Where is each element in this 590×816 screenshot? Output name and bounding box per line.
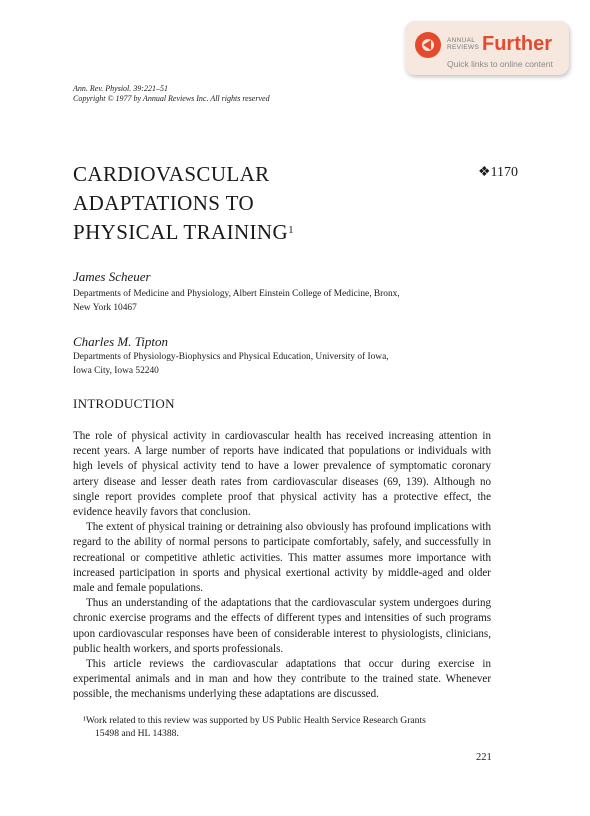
title-line: CARDIOVASCULAR (73, 162, 270, 186)
badge-reviews-text: REVIEWS (447, 44, 480, 51)
affiliation-line: Iowa City, Iowa 52240 (73, 366, 159, 376)
footnote-line: 15498 and HL 14388. (95, 728, 179, 739)
affiliation-line: Departments of Medicine and Physiology, Albert Einstein College of Medicine, Bronx, (73, 289, 400, 299)
journal-citation (73, 84, 270, 104)
page-number: 221 (476, 752, 492, 763)
citation-line: Ann. Rev. Physiol. 39:221–51 (73, 84, 168, 93)
body-paragraph: Thus an understanding of the adaptations that the cardiovascular system undergoes during chronic exercise programs and the effects of different types and intensities of such programs upon cardiovascular responses have been of considerable interest to physiologists, clinicians, public health workers, and sports professionals. (73, 597, 491, 655)
title-footnote-marker: 1 (288, 224, 294, 236)
article-body (73, 429, 491, 703)
author-name: James Scheuer (73, 269, 151, 284)
body-paragraph: The role of physical activity in cardiovascular health has received increasing attention in recent years. A large number of reports have indicated that populations or individuals with high levels of physical activity tend to have a lower prevalence of symptomatic coronary artery disease and lesser death rates from cardiovascular diseases (69, 139). Although no single report provides complete proof that physical activity has a protective effect, the evidence heavily favors that conclusion. (73, 430, 491, 519)
badge-tagline: Quick links to online content (447, 59, 553, 69)
copyright-line: Copyright © 1977 by Annual Reviews Inc. All rights reserved (73, 94, 270, 103)
footnote-line: ¹Work related to this review was supported by US Public Health Service Research Grants (83, 715, 426, 726)
annual-reviews-logo-icon (415, 32, 441, 58)
article-reference-number: ❖1170 (478, 165, 519, 180)
title-line: ADAPTATIONS TO (73, 191, 255, 215)
body-paragraph: This article reviews the cardiovascular adaptations that occur during exercise in experimental animals and in man and how they contribute to the trained state. Whenever possible, the mechanisms underlying these adaptations are discussed. (73, 658, 491, 701)
author-affiliation (73, 287, 400, 315)
badge-annual-text: ANNUAL (447, 37, 476, 44)
author-name: Charles M. Tipton (73, 334, 168, 349)
badge-further-text: Further (482, 33, 552, 55)
affiliation-line: New York 10467 (73, 303, 137, 313)
title-line: PHYSICAL TRAINING$^1$ (73, 220, 294, 244)
article-title (73, 160, 294, 247)
affiliation-line: Departments of Physiology-Biophysics and Physical Education, University of Iowa, (73, 352, 389, 362)
footnote (83, 714, 491, 740)
body-paragraph: The extent of physical training or detraining also obviously has profound implications with regard to the ability of normal persons to participate comfortably, safely, and successfully in recreational or competitive athletic activities. This matter assumes more importance with increased participation in sports and physical exertional activity by middle-aged and older male and female populations. (73, 521, 491, 595)
section-heading: INTRODUCTION (73, 396, 175, 411)
author-affiliation (73, 350, 389, 378)
annual-reviews-further-badge[interactable] (405, 21, 569, 75)
